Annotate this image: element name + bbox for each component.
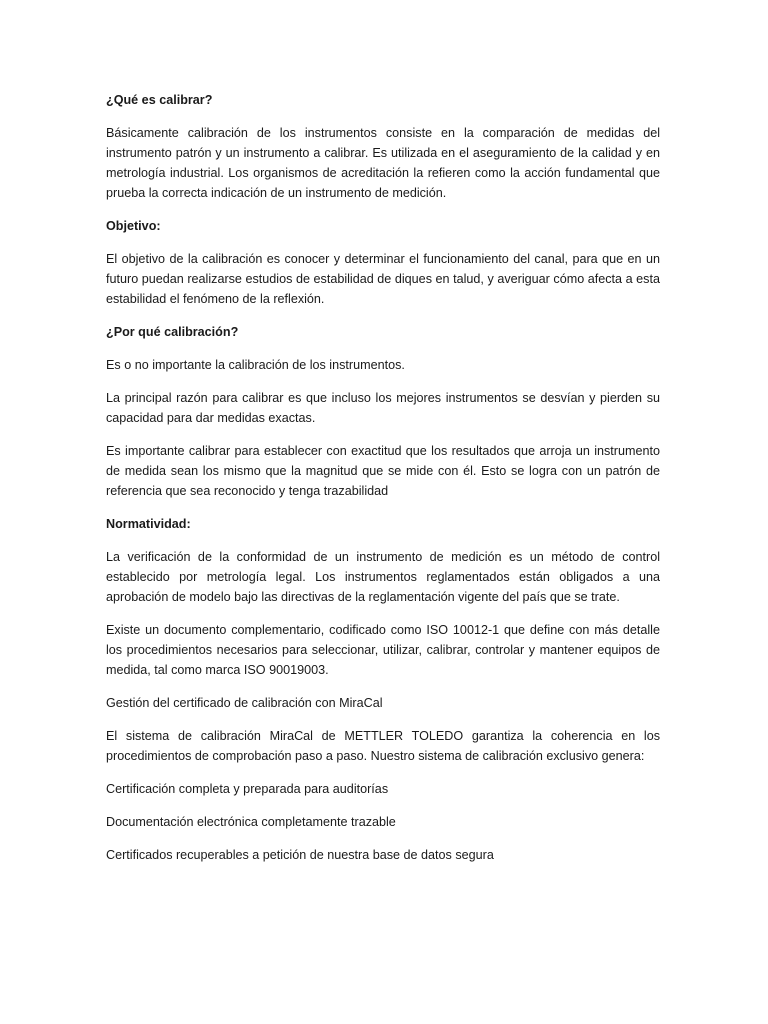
paragraph-definicion: Básicamente calibración de los instrumentos consiste en la comparación de medidas del instrumento patrón y un instrumento a calibrar. Es utilizada en el aseguramiento de la calidad y en metrología industrial. Los organismos de acreditación la refieren como la acción fundamental que prueba la correcta indicación de un instrumento de medición.: [106, 126, 660, 200]
heading-gestion-miracal: Gestión del certificado de calibración con MiraCal: [106, 696, 383, 710]
document-page: [106, 90, 660, 878]
heading-objetivo: Objetivo:: [106, 219, 161, 233]
heading-normatividad: Normatividad:: [106, 517, 191, 531]
paragraph-exactitud: Es importante calibrar para establecer con exactitud que los resultados que arroja un instrumento de medida sean los mismo que la magnitud que se mide con él. Esto se logra con un patrón de referencia que sea reconocido y tenga trazabilidad: [106, 444, 660, 498]
list-item-certificacion: Certificación completa y preparada para auditorías: [106, 782, 389, 796]
paragraph-verificacion: La verificación de la conformidad de un instrumento de medición es un método de control establecido por metrología legal. Los instrumentos reglamentados están obligados a una aprobación de modelo bajo las directivas de la reglamentación vigente del país que se trate.: [106, 550, 660, 604]
paragraph-miracal: El sistema de calibración MiraCal de METTLER TOLEDO garantiza la coherencia en los procedimientos de comprobación paso a paso. Nuestro sistema de calibración exclusivo genera:: [106, 729, 660, 763]
heading-que-es-calibrar: ¿Qué es calibrar?: [106, 93, 213, 107]
list-item-certificados: Certificados recuperables a petición de nuestra base de datos segura: [106, 848, 494, 862]
paragraph-objetivo: El objetivo de la calibración es conocer y determinar el funcionamiento del canal, para que en un futuro puedan realizarse estudios de estabilidad de diques en talud, y averiguar cómo afecta a esta estabilidad el fenómeno de la reflexión.: [106, 252, 660, 306]
list-item-documentacion: Documentación electrónica completamente trazable: [106, 815, 396, 829]
paragraph-iso: Existe un documento complementario, codificado como ISO 10012-1 que define con más detalle los procedimientos necesarios para seleccionar, utilizar, calibrar, controlar y mantener equipos de medida, tal como marca ISO 90019003.: [106, 623, 660, 677]
paragraph-importante: Es o no importante la calibración de los instrumentos.: [106, 358, 405, 372]
paragraph-principal-razon: La principal razón para calibrar es que incluso los mejores instrumentos se desvían y pierden su capacidad para dar medidas exactas.: [106, 391, 660, 425]
heading-por-que-calibracion: ¿Por qué calibración?: [106, 325, 239, 339]
